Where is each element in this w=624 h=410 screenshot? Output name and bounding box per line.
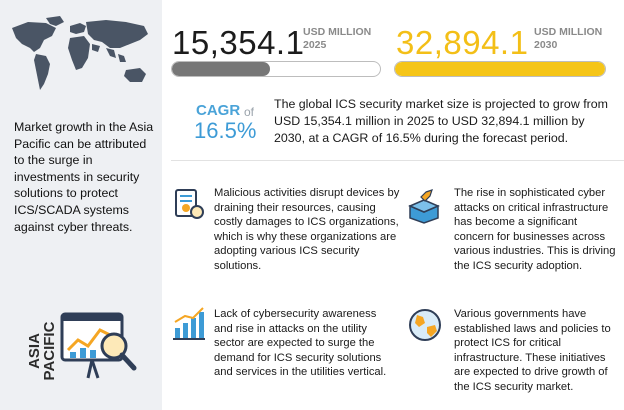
section-divider xyxy=(171,160,624,161)
value-2030: 32,894.1 xyxy=(396,24,529,61)
world-map-icon xyxy=(6,14,156,98)
point-government-policies: Various governments have established laws and policies to protect ICS for critical infrastructure. These initiatives are expected to drive growth of the ICS security market. xyxy=(454,308,611,393)
rocket-box-icon xyxy=(406,188,442,224)
unit-2030-label: USD MILLION xyxy=(534,26,603,38)
unit-2025-year: 2025 xyxy=(303,39,327,51)
cagr-value: 16.5% xyxy=(194,118,257,143)
region-description: Market growth in the Asia Pacific can be attributed to the surge in investments in security solutions to protect ICS/SCADA systems against cyber threats. xyxy=(14,120,154,234)
unit-2030 xyxy=(534,26,602,52)
unit-2030-year: 2030 xyxy=(534,39,558,51)
unit-2025 xyxy=(303,26,371,52)
progress-fill-2025 xyxy=(172,62,270,76)
progress-bar-2025 xyxy=(171,61,381,77)
analytics-magnifier-icon xyxy=(58,306,140,388)
progress-fill-2030 xyxy=(395,62,605,76)
left-panel xyxy=(0,0,162,410)
point-malicious-activities: Malicious activities disrupt devices by draining their resources, causing costly damages to ICS organizations, which is why these organizations are adopting various ICS security solutions. xyxy=(214,187,400,272)
point-cybersecurity-awareness: Lack of cybersecurity awareness and rise in attacks on the utility sector are expected to surge the demand for ICS security solutions and services in the utilities vertical. xyxy=(214,308,387,379)
progress-bar-2030 xyxy=(394,61,606,77)
globe-icon xyxy=(407,307,443,343)
point-cyber-attacks: The rise in sophisticated cyber attacks on critical infrastructure has become a significant concern for businesses across various industries. This is driving the ICS security adoption. xyxy=(454,187,616,272)
cagr-of-label: of xyxy=(244,105,255,119)
value-2025: 15,354.1 xyxy=(172,24,305,61)
region-label: ASIA PACIFIC xyxy=(26,321,58,381)
growth-chart-icon xyxy=(171,306,207,342)
document-attack-icon xyxy=(170,186,206,222)
cagr-description: The global ICS security market size is projected to grow from USD 15,354.1 million in 2025 to USD 32,894.1 million by 2030, at a CAGR of 16.5% during the forecast period. xyxy=(274,97,608,146)
unit-2025-label: USD MILLION xyxy=(303,26,372,38)
cagr-label: CAGR xyxy=(196,102,241,119)
